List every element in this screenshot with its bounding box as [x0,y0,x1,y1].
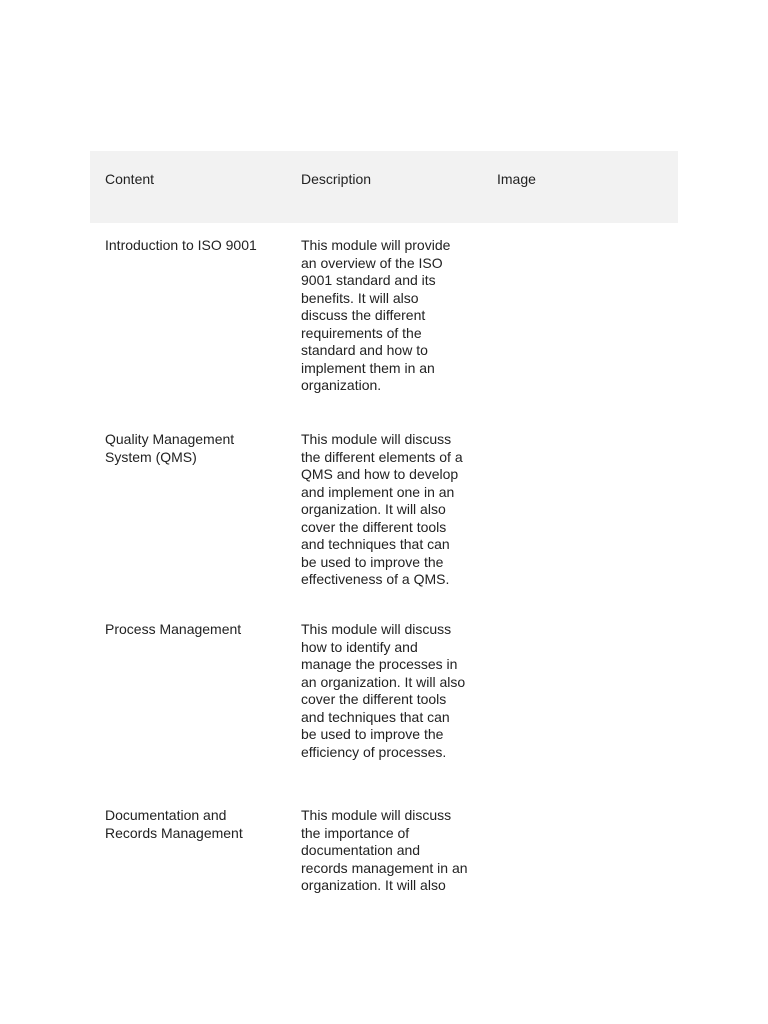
table-row [90,409,678,613]
cell-content: Quality Management System (QMS) [105,431,235,465]
cell-content: Process Management [105,621,242,637]
header-content: Content [90,151,286,223]
description-text: This module will discuss the importance of documentation and records management in an organization. It will also [301,807,468,893]
table-row [90,223,678,409]
header-description: Description [286,151,482,223]
header-image: Image [482,151,678,223]
table-body [90,223,678,919]
table-header-row [90,151,678,223]
cell-description [286,613,482,799]
description-text: This module will discuss how to identify and manage the processes in an organization. It will also cover the different tools and techniques that can be used to improve the efficiency of processes. [301,621,466,760]
course-content-table [90,151,678,919]
table-row [90,613,678,799]
cell-image [482,223,678,409]
table-row [90,799,678,919]
cell-image [482,799,678,919]
cell-content: Introduction to ISO 9001 [105,237,257,253]
cell-description [286,799,482,919]
cell-image [482,409,678,613]
description-text: This module will provide an overview of the ISO 9001 standard and its benefits. It will also discuss the different requirements of the standard and how to implement them in an organization. [301,237,451,393]
description-text: This module will discuss the different elements of a QMS and how to develop and implement one in an organization. It will also cover the different tools and techniques that can be used to improve the effectiveness of a QMS. [301,431,463,587]
cell-image [482,613,678,799]
cell-description [286,223,482,409]
cell-content: Documentation and Records Management [105,807,243,841]
cell-description [286,409,482,613]
table-header [90,151,678,223]
